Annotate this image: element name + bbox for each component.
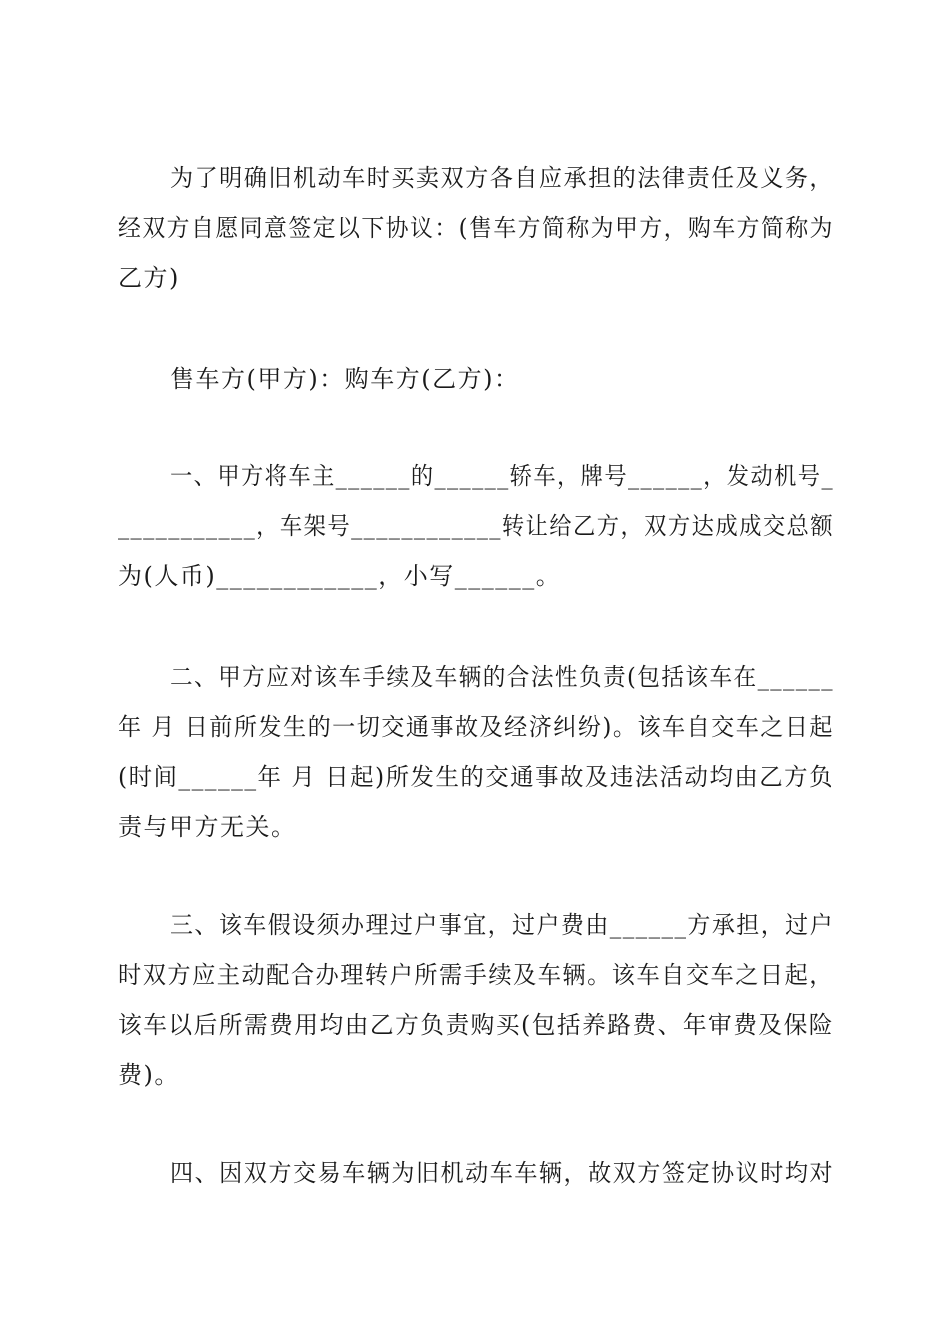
clause-2-paragraph [118,652,834,852]
clause-3-line-3: 该车以后所需费用均由乙方负责购买(包括养路费、年审费及保险 [118,1011,834,1039]
clause-1-line-3: 为(人币)____________，小写______。 [118,562,562,590]
clause-2-line-3: (时间______年 月 日起)所发生的交通事故及违法活动均由乙方负 [118,763,834,791]
clause-2-line-1: 二、甲方应对该车手续及车辆的合法性负责(包括该车在______ [170,663,834,691]
clause-3-line-1: 三、该车假设须办理过户事宜，过户费由______方承担，过户 [170,911,834,939]
clause-3-line-2: 时双方应主动配合办理转户所需手续及车辆。该车自交车之日起， [118,961,834,989]
clause-1-paragraph [118,451,834,601]
intro-line-3: 乙方) [118,264,180,292]
parties-paragraph [118,354,834,404]
clause-2-line-2: 年 月 日前所发生的一切交通事故及经济纠纷)。该车自交车之日起 [118,713,834,741]
intro-line-1: 为了明确旧机动车时买卖双方各自应承担的法律责任及义务， [170,164,834,192]
clause-1-line-1: 一、甲方将车主______的______轿车，牌号______，发动机号_ [170,462,834,490]
clause-3-line-4: 费)。 [118,1061,180,1089]
intro-paragraph [118,153,834,303]
clause-2-line-4: 责与甲方无关。 [118,813,297,841]
clause-1-line-2: ___________，车架号____________转让给乙方，双方达成成交总额 [118,512,834,540]
clause-3-paragraph [118,900,834,1100]
parties-line-1: 售车方(甲方)：购车方(乙方)： [170,365,520,393]
clause-4-paragraph [118,1148,834,1198]
clause-4-line-1: 四、因双方交易车辆为旧机动车车辆，故双方签定协议时均对 [170,1159,834,1187]
intro-line-2: 经双方自愿同意签定以下协议：(售车方简称为甲方，购车方简称为 [118,214,834,242]
